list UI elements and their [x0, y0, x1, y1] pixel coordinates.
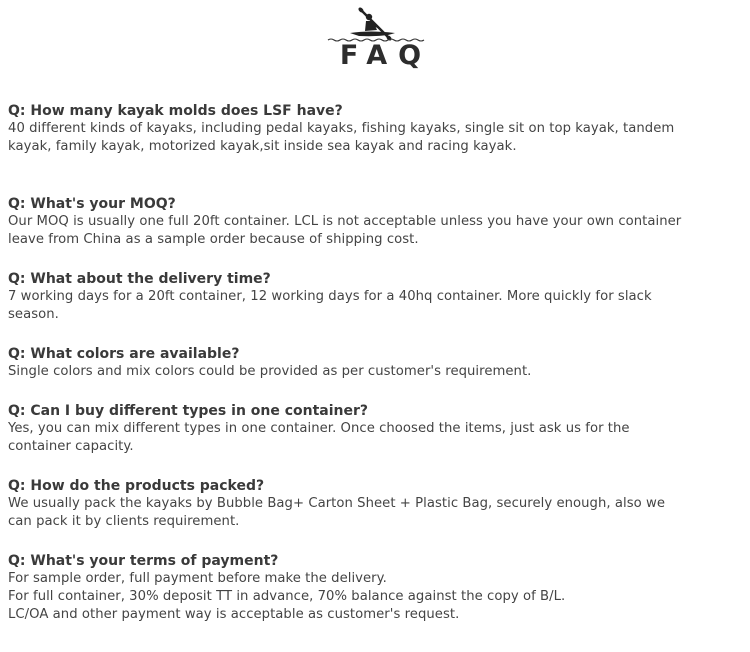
answer-line: season. [8, 307, 59, 322]
answer-line: Single colors and mix colors could be provided as per customer's requirement. [8, 364, 532, 379]
answer-line: leave from China as a sample order because of shipping cost. [8, 232, 419, 247]
answer-line: For sample order, full payment before make the delivery. [8, 571, 387, 586]
answer-line: We usually pack the kayaks by Bubble Bag+ Carton Sheet + Plastic Bag, securely enough, also we [8, 496, 665, 511]
faq-answer [8, 363, 746, 381]
faq-question: Q: What's your MOQ? [8, 196, 176, 212]
faq-question: Q: What colors are available? [8, 346, 240, 362]
faq-item [8, 345, 746, 381]
faq-answer [8, 570, 746, 624]
faq-question: Q: What's your terms of payment? [8, 553, 279, 569]
faq-question: Q: What about the delivery time? [8, 271, 271, 287]
faq-answer [8, 420, 746, 456]
answer-line: For full container, 30% deposit TT in advance, 70% balance against the copy of B/L. [8, 589, 566, 604]
faq-item [8, 102, 746, 156]
answer-line: Yes, you can mix different types in one container. Once choosed the items, just ask us for the [8, 421, 630, 436]
faq-question: Q: Can I buy different types in one container? [8, 403, 369, 419]
faq-question: Q: How do the products packed? [8, 478, 265, 494]
answer-line: container capacity. [8, 439, 134, 454]
faq-item [8, 477, 746, 531]
faq-item [8, 402, 746, 456]
faq-answer [8, 495, 746, 531]
faq-answer [8, 120, 746, 156]
faq-header [0, 0, 750, 80]
answer-line: kayak, family kayak, motorized kayak,sit inside sea kayak and racing kayak. [8, 139, 517, 154]
faq-item [8, 552, 746, 624]
faq-answer [8, 213, 746, 249]
answer-line: Our MOQ is usually one full 20ft container. LCL is not acceptable unless you have your own container [8, 214, 682, 229]
faq-list [8, 102, 746, 624]
faq-answer [8, 288, 746, 324]
faq-question: Q: How many kayak molds does LSF have? [8, 103, 343, 119]
answer-line: can pack it by clients requirement. [8, 514, 240, 529]
answer-line: LC/OA and other payment way is acceptable as customer's request. [8, 607, 460, 622]
answer-line: 7 working days for a 20ft container, 12 working days for a 40hq container. More quickly for slack [8, 289, 652, 304]
faq-item [8, 270, 746, 324]
answer-line: 40 different kinds of kayaks, including pedal kayaks, fishing kayaks, single sit on top kayak, tandem [8, 121, 675, 136]
faq-item [8, 195, 746, 249]
page-title: FAQ [339, 40, 433, 71]
